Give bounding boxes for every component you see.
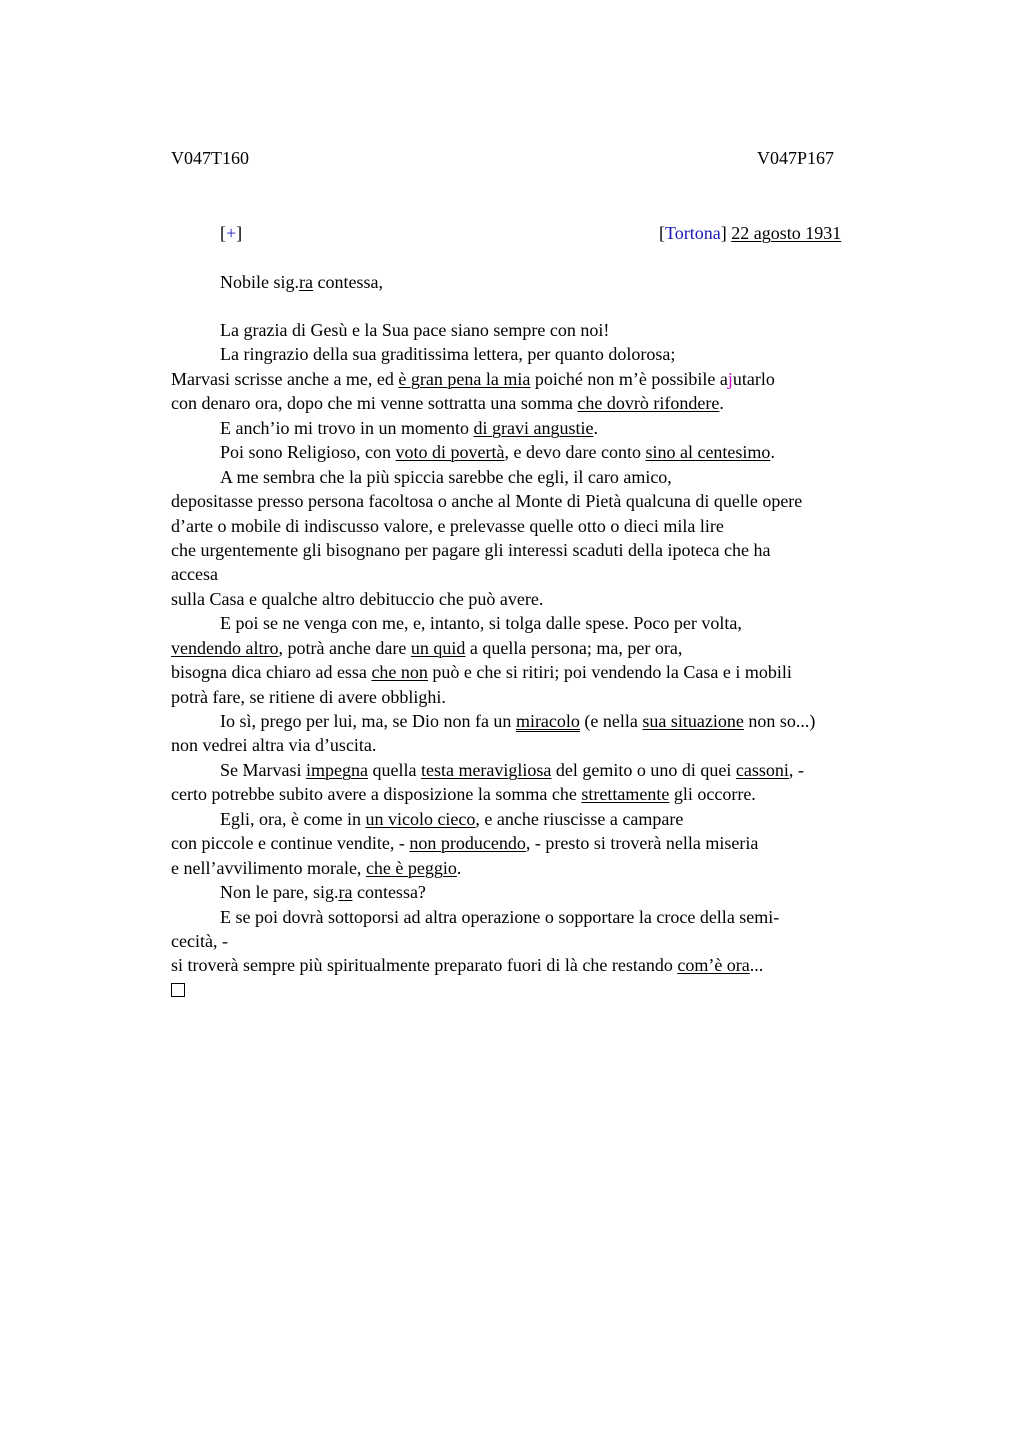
- text: certo potrebbe subito avere a disposizione la somma che: [171, 784, 582, 805]
- text: contessa?: [352, 882, 426, 903]
- text-line: [171, 636, 911, 660]
- underlined-text: che dovrò rifondere: [577, 393, 720, 414]
- place-link[interactable]: Tortona: [665, 223, 721, 243]
- text: Non le pare, sig.: [220, 882, 339, 903]
- underlined-text: è gran pena la mia: [398, 368, 531, 389]
- text: potrà fare, se ritiene di avere obblighi.: [171, 686, 446, 707]
- text: con denaro ora, dopo che mi venne sottratta una somma: [171, 393, 578, 414]
- letter-date: 22 agosto 1931: [731, 223, 842, 243]
- underlined-text: un vicolo cieco: [365, 808, 476, 829]
- text: E poi se ne venga con me, e, intanto, si tolga dalle spese. Poco per volta,: [220, 613, 742, 634]
- text: depositasse presso persona facoltosa o anche al Monte di Pietà qualcuna di quelle opere: [171, 491, 803, 512]
- text: gli occorre.: [669, 784, 756, 805]
- text-line: [171, 685, 911, 709]
- underlined-text: testa meravigliosa: [420, 759, 552, 780]
- text: Io sì, prego per lui, ma, se Dio non fa un: [220, 711, 516, 731]
- text: .: [456, 857, 462, 878]
- text: cecità, -: [171, 930, 228, 951]
- text: La grazia di Gesù e la Sua pace siano sempre con noi!: [220, 320, 610, 340]
- underlined-text: cassoni: [735, 759, 789, 780]
- text: non vedrei altra via d’uscita.: [171, 735, 377, 756]
- text: , e anche riuscisse a campare: [475, 808, 684, 829]
- text: La ringrazio della sua graditissima lettera, per quanto dolorosa;: [220, 344, 676, 365]
- underlined-text: sua situazione: [642, 711, 744, 731]
- underlined-text: che non: [371, 662, 428, 683]
- bracket-close: ]: [720, 223, 727, 243]
- underlined-text: vendendo altro: [171, 637, 279, 658]
- text-line: [171, 391, 911, 415]
- text: e nell’avvilimento morale,: [171, 857, 366, 878]
- text-line: [171, 440, 911, 464]
- underlined-text: strettamente: [581, 784, 670, 805]
- text: può e che si ritiri; poi vendendo la Casa e i mobili: [427, 662, 792, 683]
- text: (e nella: [579, 711, 643, 731]
- text-line: [171, 929, 911, 953]
- place-date: [659, 221, 841, 245]
- text-line: [171, 807, 911, 831]
- text-line: [171, 880, 911, 904]
- text-line: [171, 856, 911, 880]
- text: , potrà anche dare: [278, 637, 411, 658]
- bracket-open: [: [659, 223, 665, 243]
- bracket-close: ]: [236, 223, 243, 243]
- plus-link[interactable]: +: [226, 223, 237, 243]
- text: si troverà sempre più spiritualmente preparato fuori di là che restando: [171, 955, 678, 976]
- bracket-open: [: [220, 223, 226, 243]
- text: .: [593, 417, 598, 438]
- text: .: [770, 442, 775, 463]
- square-box-icon: [171, 983, 185, 997]
- text-line: [171, 342, 911, 366]
- text: .: [719, 393, 724, 414]
- text-line: [171, 953, 911, 977]
- text: Egli, ora, è come in: [220, 808, 366, 829]
- text: quella: [367, 759, 421, 780]
- text-line: [171, 416, 911, 440]
- salutation-pre: Nobile sig.: [220, 272, 299, 292]
- text-line: [171, 367, 911, 391]
- text-line: [171, 611, 911, 635]
- underlined-text: com’è ora: [677, 955, 750, 976]
- text: , - presto si troverà nella miseria: [525, 833, 759, 854]
- salutation: [220, 270, 383, 294]
- text-line: [171, 514, 911, 538]
- text: sulla Casa e qualche altro debituccio che può avere.: [171, 588, 544, 609]
- text: accesa: [171, 564, 218, 585]
- text-line: [171, 905, 911, 929]
- text-line: [171, 758, 911, 782]
- document-code-left: V047T160: [171, 148, 249, 168]
- underlined-text: che è peggio: [365, 857, 457, 878]
- text: , -: [788, 759, 804, 780]
- text: Se Marvasi: [220, 759, 306, 780]
- text: ...: [749, 955, 764, 976]
- text-line: [171, 465, 911, 489]
- end-marker-line: [171, 978, 911, 1002]
- text-line: [171, 318, 911, 342]
- text-line: [171, 587, 911, 611]
- underlined-text: di gravi angustie: [473, 417, 594, 438]
- salutation-post: contessa,: [312, 272, 383, 292]
- text: utarlo: [732, 368, 775, 389]
- double-underlined-text: miracolo: [515, 711, 580, 731]
- underlined-text: voto di povertà: [395, 442, 505, 463]
- document-code-right: V047P167: [757, 148, 835, 168]
- expand-marker: [220, 221, 242, 245]
- text-line: [171, 562, 911, 586]
- underlined-text: sino al centesimo: [645, 442, 771, 463]
- text: Marvasi scrisse anche a me, ed: [171, 368, 399, 389]
- text: a quella persona; ma, per ora,: [465, 637, 683, 658]
- salutation-abbr: ra: [299, 272, 313, 292]
- text: E anch’io mi trovo in un momento: [220, 417, 474, 438]
- letter-body: [171, 318, 911, 1002]
- underlined-text: un quid: [410, 637, 466, 658]
- text-line: [171, 782, 911, 806]
- text-line: [171, 489, 911, 513]
- underlined-text: non producendo: [409, 833, 526, 854]
- text-line: [171, 538, 911, 562]
- text: A me sembra che la più spiccia sarebbe che egli, il caro amico,: [220, 466, 672, 487]
- text: bisogna dica chiaro ad essa: [171, 662, 372, 683]
- text: E se poi dovrà sottoporsi ad altra operazione o sopportare la croce della semi-: [220, 906, 780, 927]
- text: , e devo dare conto: [504, 442, 646, 463]
- highlighted-letter: j: [727, 368, 733, 389]
- text: poiché non m’è possibile a: [530, 368, 728, 389]
- text-line: [171, 733, 911, 757]
- underlined-text: impegna: [305, 759, 368, 780]
- text: d’arte o mobile di indiscusso valore, e prelevasse quelle otto o dieci mila lire: [171, 515, 724, 536]
- text: non so...): [743, 711, 816, 731]
- text: che urgentemente gli bisognano per pagare gli interessi scaduti della ipoteca che ha: [171, 539, 771, 560]
- text-line: [171, 831, 911, 855]
- text: con piccole e continue vendite, -: [171, 833, 410, 854]
- text-line: [171, 660, 911, 684]
- text: del gemito o uno di quei: [551, 759, 736, 780]
- underlined-text: ra: [338, 882, 353, 903]
- text-line: [171, 709, 911, 733]
- text: Poi sono Religioso, con: [220, 442, 396, 463]
